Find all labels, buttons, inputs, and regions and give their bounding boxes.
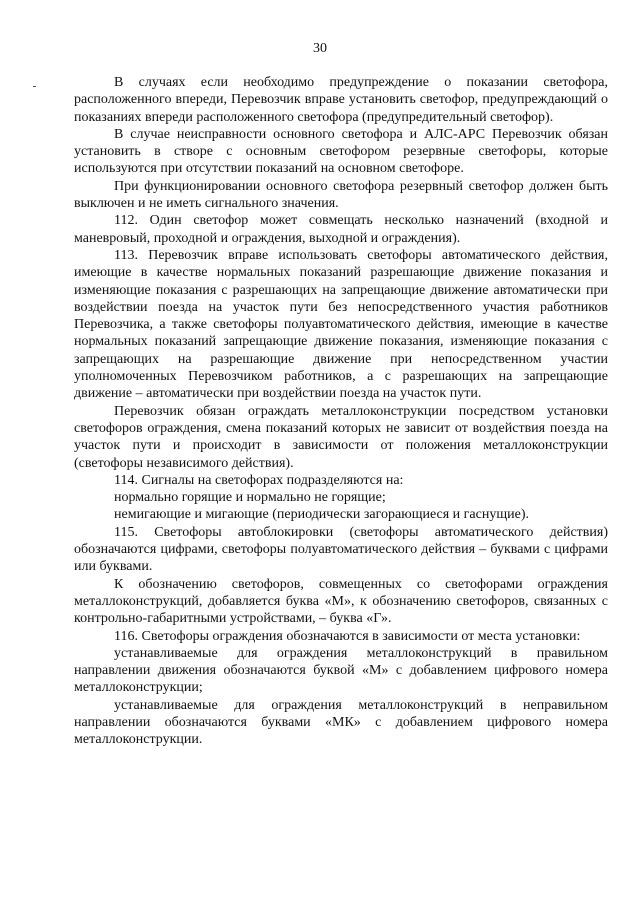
paragraph: При функционировании основного светофора резервный светофор должен быть выключен и не иметь сигнального значения. bbox=[74, 178, 608, 212]
list-item: немигающие и мигающие (периодически загорающиеся и гаснущие). bbox=[114, 507, 529, 523]
paragraph: 115. Светофоры автоблокировки (светофоры автоматического действия) обозначаются цифрами, светофоры полуавтоматического действия – буквами с цифрами или буквами. bbox=[74, 524, 608, 575]
paragraph: 114. Сигналы на светофорах подразделяются на: bbox=[114, 472, 404, 488]
paragraph: 112. Один светофор может совмещать несколько назначений (входной и маневровый, проходной и ограждения, выходной и ограждения). bbox=[74, 213, 608, 246]
paragraph: 116. Светофоры ограждения обозначаются в зависимости от места установки: bbox=[114, 628, 581, 644]
paragraph: Перевозчик обязан ограждать металлоконструкции посредством установки светофоров ограждения, смена показаний которых не зависит от воздействия поезда на участок пути и происходит в зависимости от положения металлоконструкции (светофоры независимого действия). bbox=[74, 403, 608, 471]
scan-speck bbox=[33, 86, 36, 87]
paragraph: К обозначению светофоров, совмещенных со светофорами ограждения металлоконструкций, добавляется буква «М», к обозначению светофоров, связанных с контрольно-габаритными устройствами, – буква «Г». bbox=[74, 576, 608, 627]
paragraph: 113. Перевозчик вправе использовать светофоры автоматического действия, имеющие в качестве нормальных показаний разрешающие движение показания и изменяющие показания с разрешающих на запрещающие движение автоматически при воздействии поезда на участок пути без непосредственного участия работников Перевозчика, а также светофоры полуавтоматического действия, имеющие в качестве нормальных показаний запрещающие движение показания, изменяющие показания с запрещающих на разрешающие движение при непосредственном участии уполномоченных Перевозчиком работников, а с разрешающих на запрещающие движение – автоматически при воздействии поезда на участок пути. bbox=[74, 247, 608, 402]
list-item: устанавливаемые для ограждения металлоконструкций в неправильном направлении обозначаются буквами «МК» с добавлением цифрового номера металлоконструкции. bbox=[74, 697, 608, 748]
paragraph: В случаях если необходимо предупреждение о показании светофора, расположенного впереди, Перевозчик вправе установить светофор, предупреждающий о показаниях впереди расположенного светофора (предупредительный светофор). bbox=[74, 75, 608, 125]
page-number: 30 bbox=[313, 41, 327, 56]
list-item: устанавливаемые для ограждения металлоконструкций в правильном направлении движения обозначаются буквой «М» с добавлением цифрового номера металлоконструкции; bbox=[74, 645, 608, 696]
document-body bbox=[74, 74, 608, 749]
paragraph: В случае неисправности основного светофора и АЛС-АРС Перевозчик обязан установить в створе с основным светофором резервные светофоры, которые используются при отсутствии показаний на основном светофоре. bbox=[74, 126, 608, 177]
list-item: нормально горящие и нормально не горящие; bbox=[114, 490, 386, 506]
